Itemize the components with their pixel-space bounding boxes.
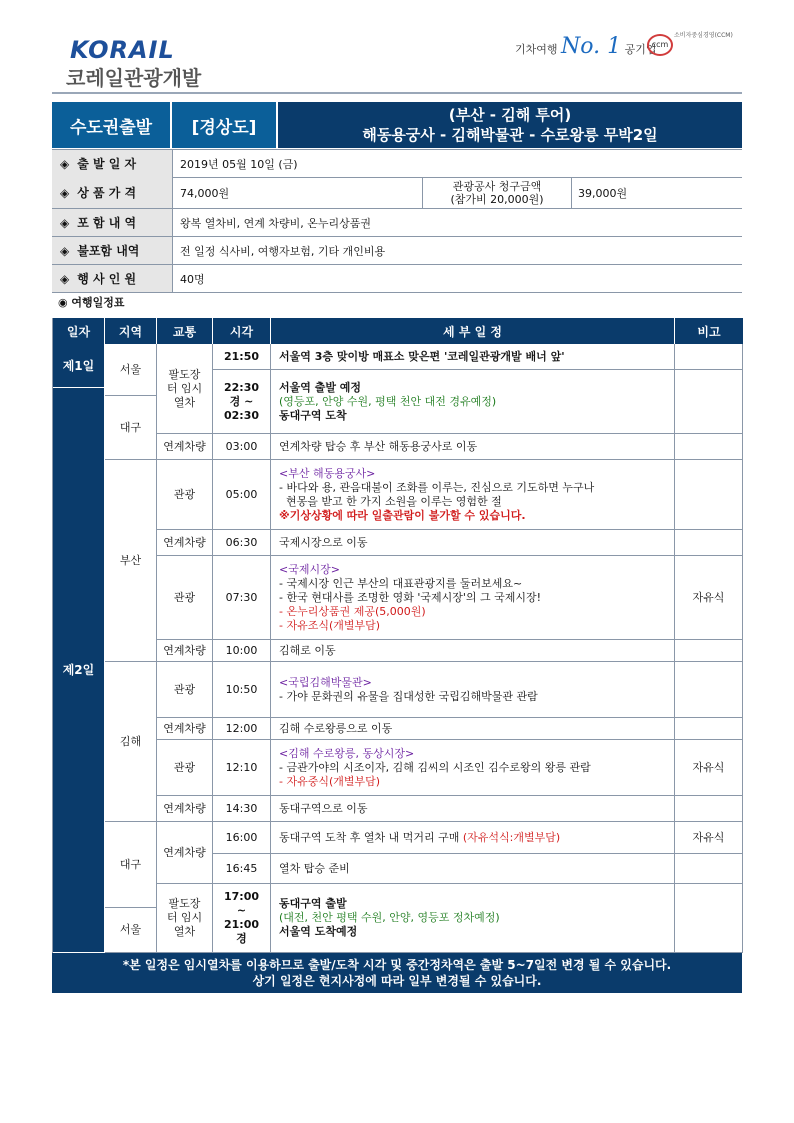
schedule-table [52, 318, 742, 953]
note-cell [675, 718, 743, 740]
people-label: 행 사 인 원 [77, 272, 137, 286]
info-label [52, 177, 173, 208]
header-detail: 세 부 일 정 [271, 318, 675, 344]
detail-cell [271, 370, 675, 434]
detail-cell [271, 796, 675, 822]
header-divider [52, 92, 742, 94]
detail-cell [271, 530, 675, 556]
info-label [52, 237, 173, 264]
title-line2: 해동용궁사 - 김해박물관 - 수로왕릉 무박2일 [362, 126, 658, 144]
transport-train [157, 344, 213, 434]
tagline-pre: 기차여행 [515, 43, 558, 56]
title-band [52, 102, 742, 148]
ccm-text: 소비자중심경영(CCM) [674, 32, 733, 39]
day-2: 제2일 [53, 388, 105, 953]
detail-line: <국립김해박물관> [279, 675, 372, 689]
region-busan: 부산 [105, 460, 157, 662]
time-cell: 12:10 [213, 740, 271, 796]
note-cell: 자유식 [675, 740, 743, 796]
transport-cell: 연계차량 [157, 640, 213, 662]
price-value: 74,000원 [180, 186, 230, 200]
diamond-icon: ◈ [60, 271, 70, 286]
title-region: [경상도] [172, 102, 276, 148]
detail-line: 동대구역 출발 [279, 897, 347, 910]
footer-line1: *본 일정은 임시열차를 이용하므로 출발/도착 시각 및 중간정차역은 출발 5~7일전 변경 될 수 있습니다. [122, 958, 672, 972]
region-seoul: 서울 [105, 344, 157, 396]
detail-line: 서울역 도착예정 [279, 925, 358, 938]
diamond-icon: ◈ [60, 243, 70, 258]
transport-cell: 연계차량 [157, 796, 213, 822]
transport-text: 팔도장터 임시열차 [166, 897, 203, 938]
info-include [52, 209, 742, 237]
itinerary-heading: ◉ 여행일정표 [58, 296, 125, 309]
detail-cell [271, 740, 675, 796]
include-value: 왕복 열차비, 연계 차량비, 온누리상품권 [180, 216, 371, 230]
transport-cell: 연계차량 [157, 718, 213, 740]
info-price [52, 177, 742, 209]
region-gimhae: 김해 [105, 662, 157, 822]
departure-label: 출 발 일 자 [77, 157, 137, 171]
footer-line2: 상기 일정은 현지사정에 따라 일부 변경될 수 있습니다. [252, 974, 542, 988]
info-label [52, 150, 173, 177]
tagline-post: 공기업 [624, 43, 657, 56]
detail-line: 동대구역 도착 후 열차 내 먹거리 구매 [279, 830, 463, 844]
detail-line: 서울역 3층 맞이방 매표소 맞은편 '코레일관광개발 배너 앞' [279, 349, 565, 363]
detail-cell [271, 854, 675, 884]
note-cell [675, 640, 743, 662]
detail-line: 동대구역으로 이동 [279, 801, 368, 815]
diamond-icon: ◈ [60, 185, 70, 200]
detail-cell [271, 460, 675, 530]
info-departure [52, 149, 742, 178]
departure-value: 2019년 05월 10일 (금) [180, 157, 298, 171]
detail-line: 김해 수로왕릉으로 이동 [279, 721, 393, 735]
note-cell [675, 854, 743, 884]
note-cell: 자유식 [675, 822, 743, 854]
transport-cell: 관광 [157, 740, 213, 796]
people-value: 40명 [180, 272, 205, 286]
detail-line: - 금관가야의 시조이자, 김해 김씨의 시조인 김수로왕의 왕릉 관람 [279, 760, 591, 774]
detail-cell [271, 344, 675, 370]
info-exclude [52, 237, 742, 265]
detail-line: - 가야 문화권의 유물을 집대성한 국립김해박물관 관람 [279, 689, 538, 703]
time-text: 17:00 ~ 21:00경 [223, 890, 259, 945]
exclude-label: 불포함 내역 [77, 244, 140, 258]
detail-line: 현몽을 받고 한 가지 소원을 이루는 영험한 절 [279, 494, 502, 508]
note-cell [675, 344, 743, 370]
include-label: 포 함 내 역 [77, 216, 137, 230]
detail-line: 서울역 출발 예정 [279, 380, 362, 394]
time-cell: 12:00 [213, 718, 271, 740]
korail-logo: KORAIL [70, 36, 175, 64]
region-daegu-return: 대구 [105, 822, 157, 908]
detail-cell [271, 884, 675, 953]
detail-line-group [279, 831, 560, 845]
footer-notice [52, 953, 742, 993]
header-day: 일자 [53, 318, 105, 344]
note-cell [675, 662, 743, 718]
info-label [52, 265, 173, 292]
time-cell: 14:30 [213, 796, 271, 822]
detail-line: 국제시장으로 이동 [279, 535, 368, 549]
note-cell [675, 796, 743, 822]
detail-cell [271, 822, 675, 854]
title-category: 수도권출발 [52, 102, 170, 148]
diamond-icon: ◈ [60, 215, 70, 230]
ccm-icon: ccm [647, 34, 673, 56]
detail-line: <국제시장> [279, 562, 340, 576]
day-1: 제1일 [53, 344, 105, 388]
note-cell [675, 370, 743, 434]
detail-cell [271, 718, 675, 740]
header-region: 지역 [105, 318, 157, 344]
region-daegu: 대구 [105, 396, 157, 460]
detail-line: <김해 수로왕릉, 동상시장> [279, 746, 415, 760]
info-label [52, 209, 173, 236]
time-cell: 10:00 [213, 640, 271, 662]
claim-value: 39,000원 [578, 186, 628, 200]
claim-label [422, 177, 572, 208]
detail-cell [271, 640, 675, 662]
detail-line: ※기상상황에 따라 일출관람이 불가할 수 있습니다. [279, 508, 526, 522]
detail-line: - 한국 현대사를 조명한 영화 '국제시장'의 그 국제시장! [279, 590, 542, 604]
claim-label-2: (참가비 20,000원) [450, 192, 544, 206]
note-cell [675, 434, 743, 460]
info-people [52, 265, 742, 293]
time-cell: 05:00 [213, 460, 271, 530]
header-time: 시각 [213, 318, 271, 344]
transport-cell: 연계차량 [157, 822, 213, 884]
detail-line: 김해로 이동 [279, 643, 336, 657]
transport-text: 팔도장터 임시열차 [166, 367, 203, 409]
time-cell: 21:50 [213, 344, 271, 370]
note-cell: 자유식 [675, 556, 743, 640]
detail-cell [271, 434, 675, 460]
detail-line: 연계차량 탑승 후 부산 해동용궁사로 이동 [279, 439, 478, 453]
tagline [515, 34, 657, 59]
detail-line: (대전, 천안 평택 수원, 안양, 영등포 정차예정) [279, 911, 500, 924]
exclude-value: 전 일정 식사비, 여행자보험, 기타 개인비용 [180, 244, 386, 258]
time-cell: 07:30 [213, 556, 271, 640]
detail-line: - 온누리상품권 제공(5,000원) [279, 604, 426, 618]
claim-label-1: 관광공사 청구금액 [452, 179, 542, 193]
time-cell: 10:50 [213, 662, 271, 718]
company-name: 코레일관광개발 [66, 66, 202, 90]
header-note: 비고 [675, 318, 743, 344]
note-cell [675, 884, 743, 953]
price-label: 상 품 가 격 [77, 186, 137, 200]
header-transport: 교통 [157, 318, 213, 344]
title-main [278, 102, 742, 148]
detail-line: (자유석식:개별부담) [462, 830, 561, 844]
transport-cell: 연계차량 [157, 434, 213, 460]
detail-cell [271, 556, 675, 640]
detail-line: (영등포, 안양 수원, 평택 천안 대전 경유예정) [279, 394, 497, 408]
note-cell [675, 460, 743, 530]
time-cell: 16:45 [213, 854, 271, 884]
detail-line: <부산 해동용궁사> [279, 466, 376, 480]
title-line1: (부산 - 김해 투어) [448, 106, 572, 124]
time-cell [213, 370, 271, 434]
time-cell: 16:00 [213, 822, 271, 854]
transport-cell: 관광 [157, 556, 213, 640]
region-seoul-return: 서울 [105, 908, 157, 953]
detail-line: 열차 탑승 준비 [279, 861, 350, 875]
detail-line: - 국제시장 인근 부산의 대표관광지를 둘러보세요~ [279, 576, 523, 590]
transport-cell: 연계차량 [157, 530, 213, 556]
diamond-icon: ◈ [60, 156, 70, 171]
detail-line: - 자유조식(개별부담) [279, 618, 381, 632]
time-cell: 03:00 [213, 434, 271, 460]
tagline-no1: No. 1 [561, 34, 622, 59]
note-cell [675, 530, 743, 556]
transport-train-return [157, 884, 213, 953]
detail-line: - 자유중식(개별부담) [279, 774, 381, 788]
detail-line: - 바다와 용, 관음대불이 조화를 이루는, 진심으로 기도하면 누구나 [279, 480, 595, 494]
time-text: 22:30경 ~ 02:30 [223, 380, 259, 422]
detail-line: 동대구역 도착 [279, 408, 347, 422]
time-cell [213, 884, 271, 953]
transport-cell: 관광 [157, 460, 213, 530]
time-cell: 06:30 [213, 530, 271, 556]
detail-cell [271, 662, 675, 718]
transport-cell: 관광 [157, 662, 213, 718]
